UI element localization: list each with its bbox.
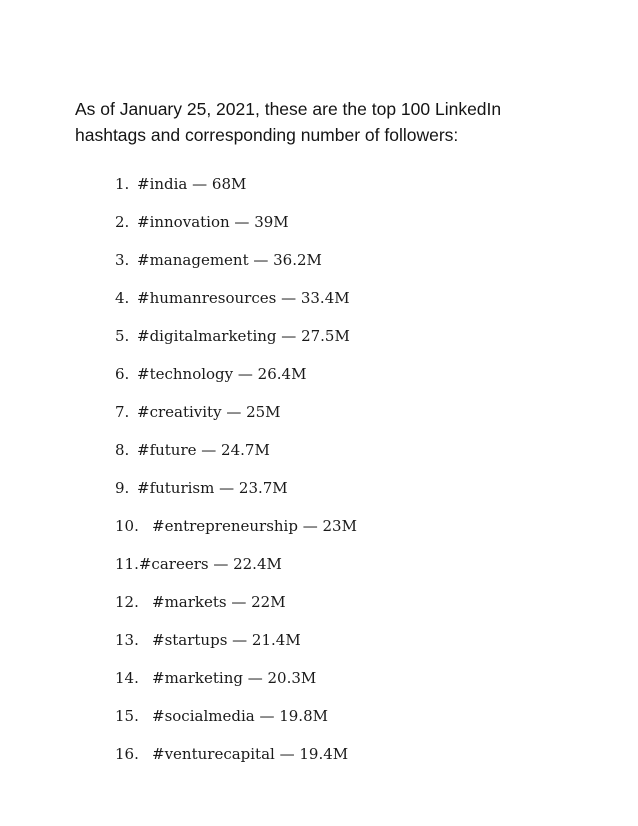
list-item: [115, 326, 350, 346]
item-number: 8.: [115, 441, 130, 459]
list-item: [115, 592, 286, 612]
item-text: #startups — 21.4M: [152, 631, 301, 649]
item-text: #humanresources — 33.4M: [137, 289, 350, 307]
item-text: #technology — 26.4M: [137, 365, 307, 383]
item-number: 13.: [115, 631, 139, 649]
item-text: #marketing — 20.3M: [152, 669, 317, 687]
list-item: [115, 478, 288, 498]
list-item: [115, 440, 270, 460]
list-item: [115, 516, 357, 536]
item-text: #india — 68M: [137, 175, 247, 193]
intro-line-2: hashtags and corresponding number of followers:: [75, 125, 459, 145]
list-item: [115, 212, 289, 232]
item-number: 14.: [115, 669, 139, 687]
item-number: 3.: [115, 251, 130, 269]
item-text: #innovation — 39M: [137, 213, 289, 231]
item-text: #creativity — 25M: [137, 403, 281, 421]
item-number: 4.: [115, 289, 130, 307]
item-text: #digitalmarketing — 27.5M: [137, 327, 350, 345]
list-item: [115, 630, 301, 650]
list-item: [115, 174, 246, 194]
item-number: 6.: [115, 365, 130, 383]
item-number: 12.: [115, 593, 139, 611]
item-text: #careers — 22.4M: [138, 555, 282, 573]
intro-line-1: As of January 25, 2021, these are the top 100 LinkedIn: [75, 99, 502, 119]
item-text: #management — 36.2M: [137, 251, 322, 269]
item-number: 1.: [115, 175, 130, 193]
list-item: [115, 288, 350, 308]
item-text: #future — 24.7M: [137, 441, 270, 459]
item-text: #futurism — 23.7M: [137, 479, 288, 497]
list-item: [115, 364, 306, 384]
item-number: 9.: [115, 479, 130, 497]
item-number: 10.: [115, 517, 139, 535]
item-text: #entrepreneurship — 23M: [152, 517, 357, 535]
item-text: #socialmedia — 19.8M: [152, 707, 328, 725]
item-number: 7.: [115, 403, 130, 421]
list-item: [115, 402, 281, 422]
item-number: 15.: [115, 707, 139, 725]
list-item: [115, 250, 322, 270]
item-number: 11.: [115, 555, 139, 573]
list-item: [115, 554, 282, 574]
list-item: [115, 668, 316, 688]
item-number: 2.: [115, 213, 130, 231]
item-number: 5.: [115, 327, 130, 345]
list-item: [115, 706, 328, 726]
item-number: 16.: [115, 745, 139, 763]
intro-paragraph: [75, 96, 595, 148]
item-text: #markets — 22M: [152, 593, 286, 611]
list-item: [115, 744, 348, 764]
item-text: #venturecapital — 19.4M: [152, 745, 349, 763]
